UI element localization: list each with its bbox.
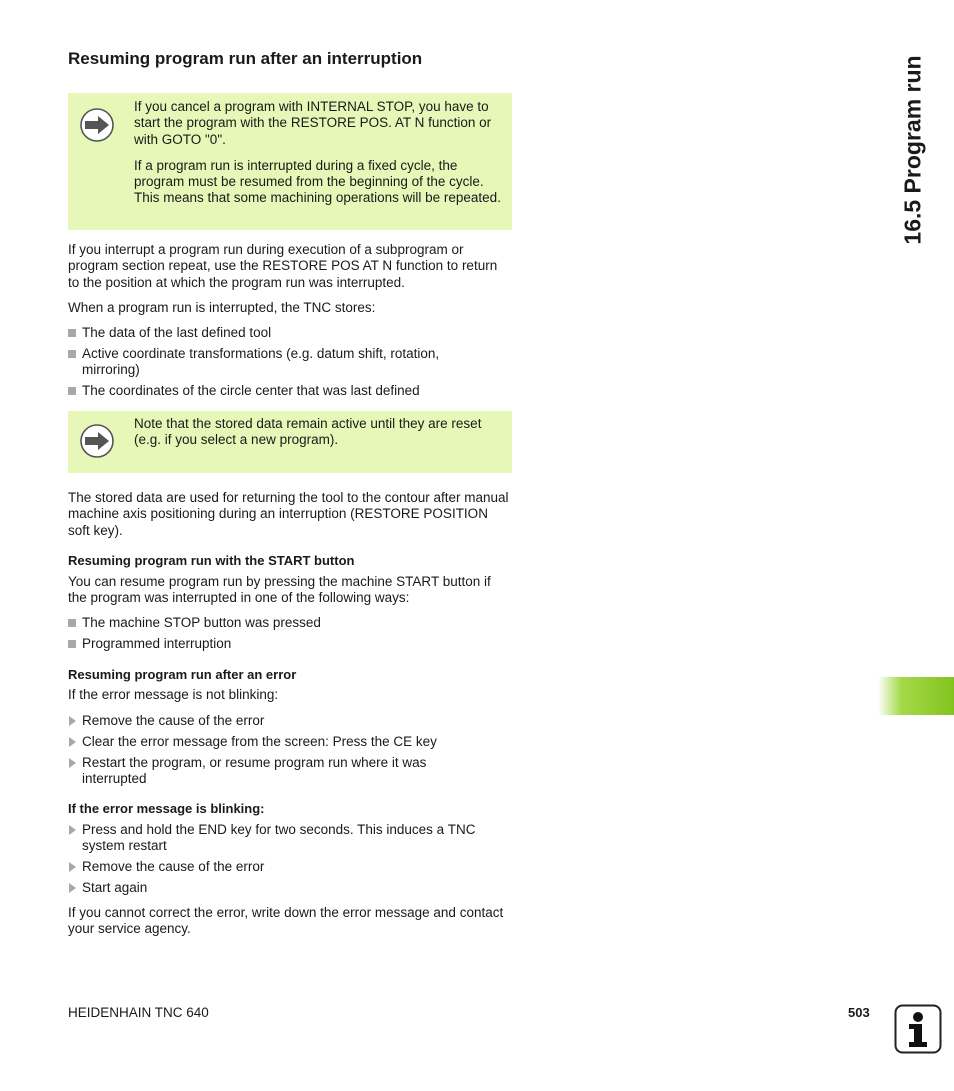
paragraph: You can resume program run by pressing the machine START button if the program was interrupted in one of the following ways: — [68, 574, 491, 606]
list-item: Programmed interruption — [68, 636, 508, 652]
step-item: Press and hold the END key for two seconds. This induces a TNC system restart — [68, 822, 518, 855]
arrow-right-icon — [79, 107, 115, 143]
list-item: Active coordinate transformations (e.g. datum shift, rotation, mirroring) — [68, 346, 488, 379]
step-item: Clear the error message from the screen: Press the CE key — [68, 734, 508, 750]
arrow-right-icon — [79, 423, 115, 459]
paragraph: The stored data are used for returning the tool to the contour after manual machine axis positioning during an interruption (RESTORE POSITION soft key). — [68, 490, 509, 538]
subsection-title: If the error message is blinking: — [68, 801, 265, 816]
list-item: The data of the last defined tool — [68, 325, 508, 341]
note-text: If a program run is interrupted during a fixed cycle, the program must be resumed from the beginning of the cycle. This means that some machining operations will be repeated. — [134, 157, 501, 206]
paragraph: If you cannot correct the error, write down the error message and contact your service agency. — [68, 905, 504, 937]
paragraph: When a program run is interrupted, the TNC stores: — [68, 300, 376, 315]
note-text: If you cancel a program with INTERNAL STOP, you have to start the program with the RESTORE POS. AT N function or with GOTO "0". — [134, 99, 492, 147]
info-icon — [894, 1004, 942, 1054]
note-text: Note that the stored data remain active until they are reset (e.g. if you select a new program). — [134, 416, 482, 448]
subsection-title: Resuming program run after an error — [68, 667, 297, 682]
chapter-tab — [878, 677, 954, 715]
paragraph: If the error message is not blinking: — [68, 687, 279, 702]
step-item: Restart the program, or resume program run where it was interrupted — [68, 755, 468, 788]
paragraph: If you interrupt a program run during execution of a subprogram or program section repeat, use the RESTORE POS AT N function to return to the position at which the program run was interrupted. — [68, 242, 498, 290]
step-item: Remove the cause of the error — [68, 859, 508, 875]
section-heading: Resuming program run after an interruption — [68, 49, 423, 68]
step-item: Remove the cause of the error — [68, 713, 508, 729]
footer-product: HEIDENHAIN TNC 640 — [68, 1005, 209, 1020]
list-item: The machine STOP button was pressed — [68, 615, 508, 631]
page-number: 503 — [848, 1005, 870, 1020]
chapter-side-title: 16.5 Program run — [899, 55, 926, 245]
step-item: Start again — [68, 880, 508, 896]
note-box — [68, 411, 512, 473]
subsection-title: Resuming program run with the START button — [68, 553, 355, 568]
list-item: The coordinates of the circle center that was last defined — [68, 383, 508, 399]
note-box — [68, 93, 512, 230]
